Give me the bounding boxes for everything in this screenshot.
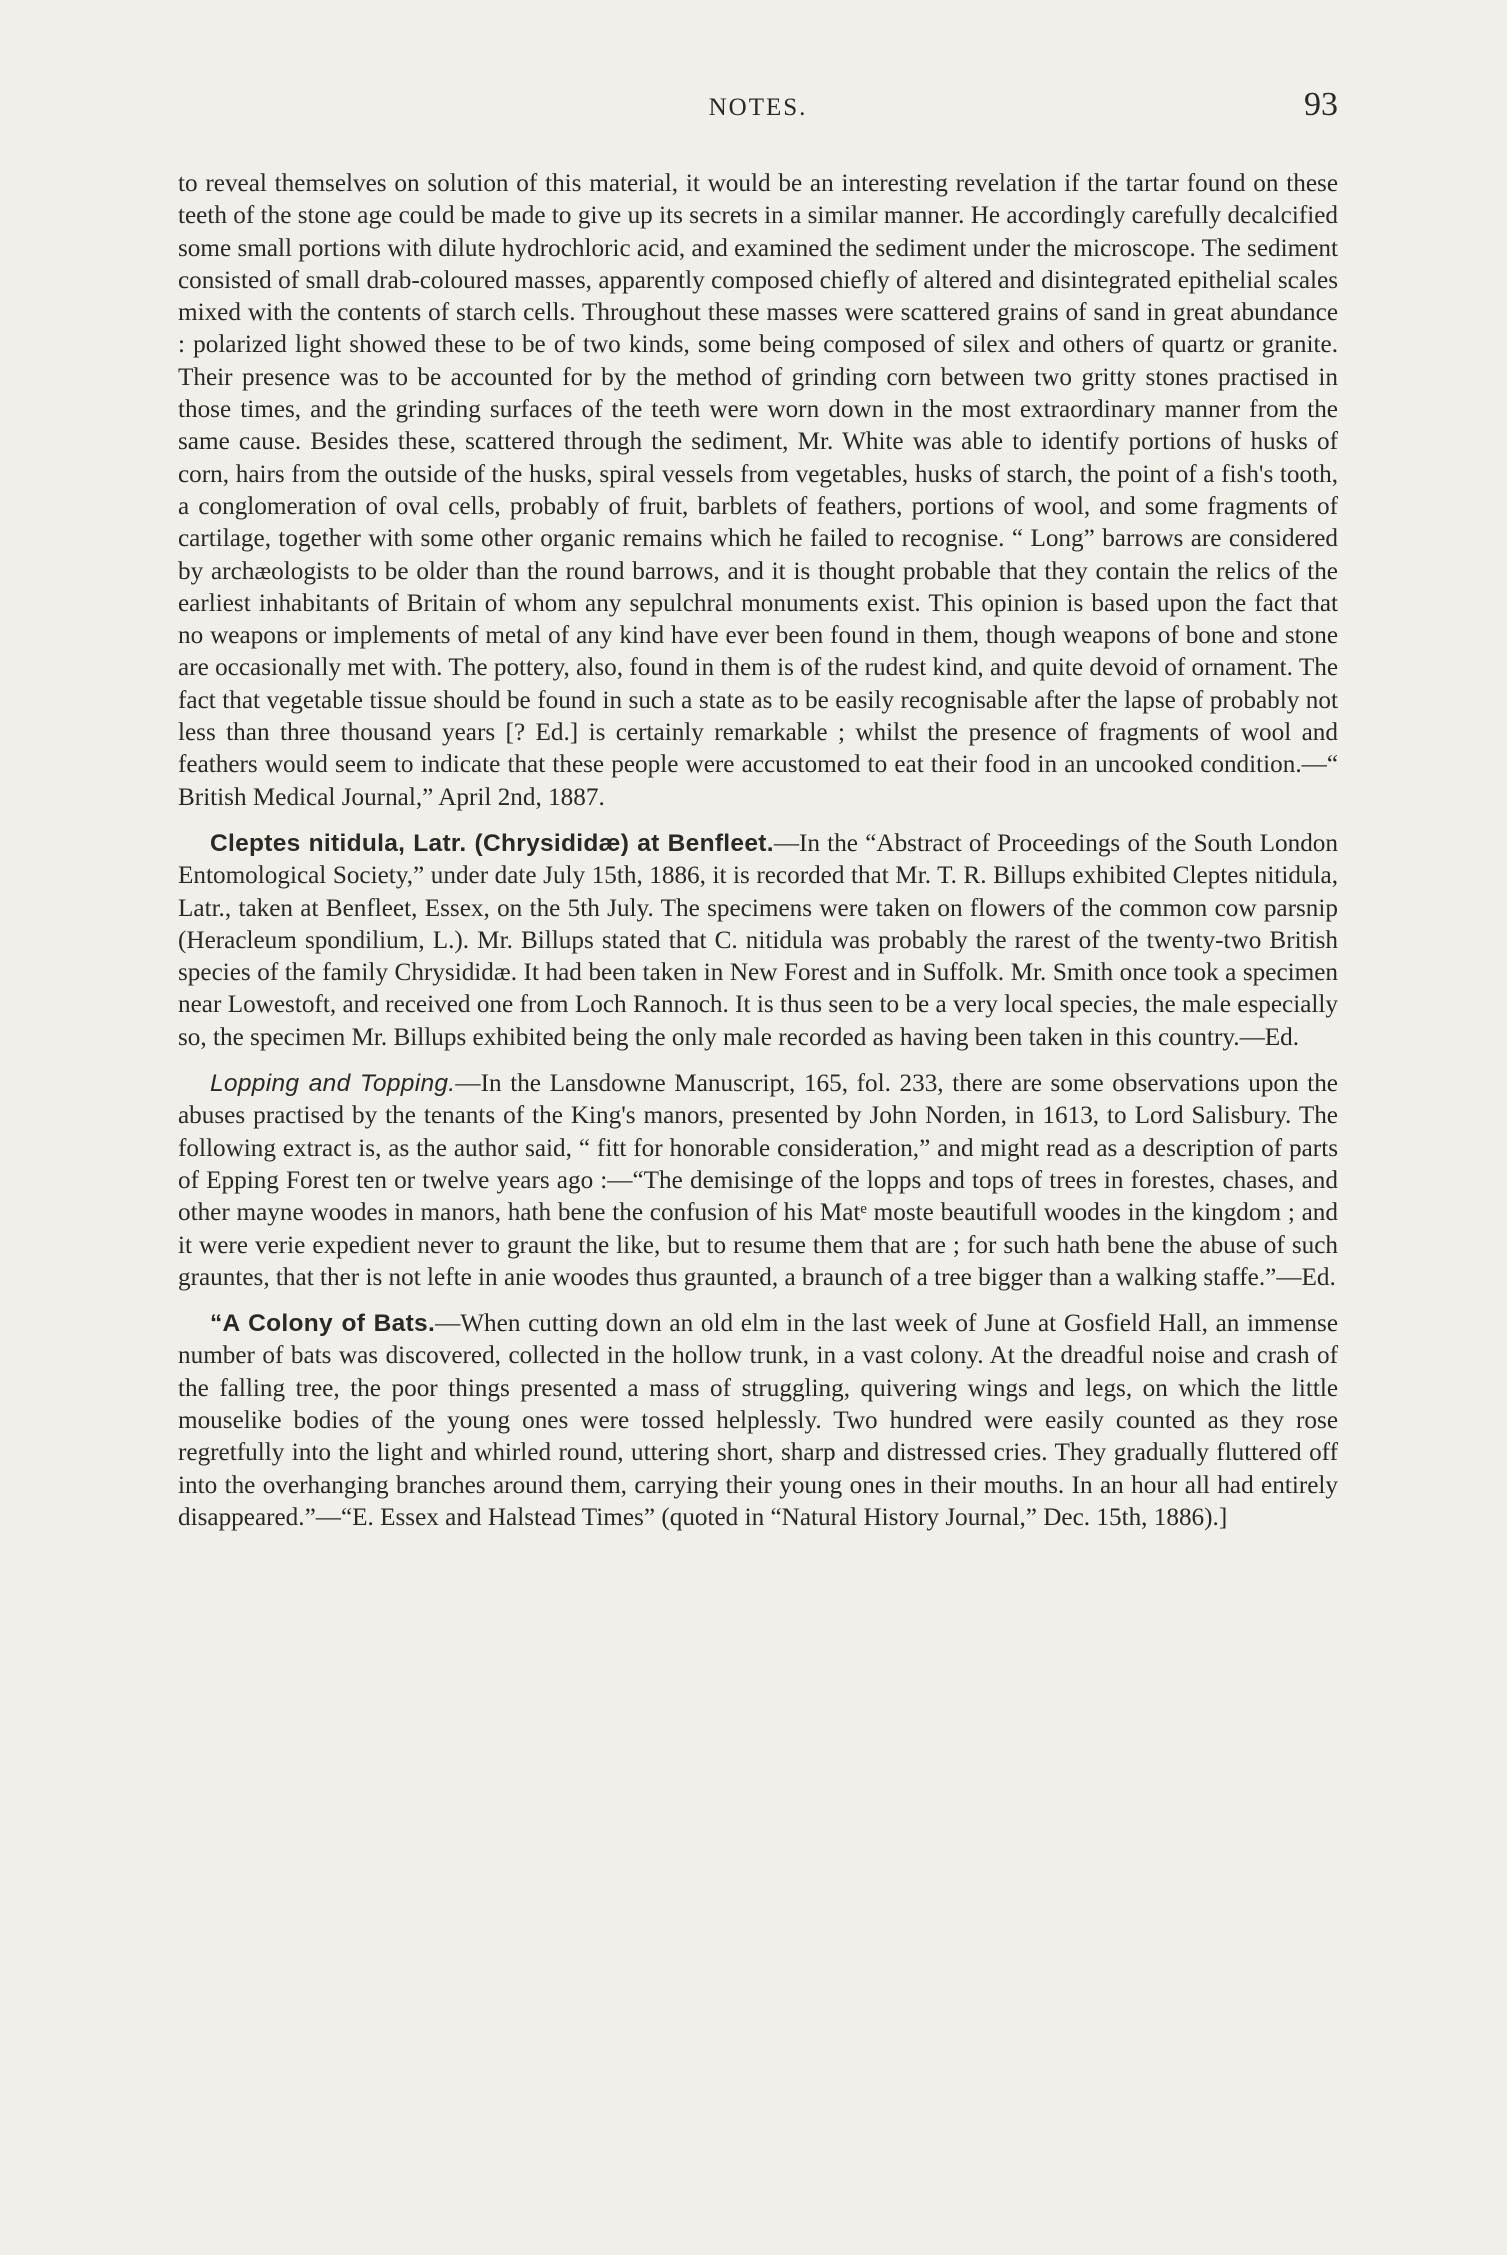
- page-number: 93: [1304, 86, 1338, 123]
- note-heading: Cleptes nitidula, Latr. (Chrysididæ) at Benfleet.: [210, 829, 774, 857]
- running-head: NOTES.: [708, 94, 808, 121]
- note-cleptes: [178, 828, 1338, 1054]
- note-heading: Lopping and Topping.: [210, 1070, 456, 1098]
- note-heading: “A Colony of Bats.: [210, 1310, 436, 1338]
- continuation-paragraph: to reveal themselves on solution of this material, it would be an interesting revelation if the tartar found on these teeth of the stone age could be made to give up its secrets in a similar manner. He accordingly carefully decalcified some small portions with dilute hydrochloric acid, and examined the sediment under the microscope. The sediment consisted of small drab-coloured masses, apparently composed chiefly of altered and disintegrated epithelial scales mixed with the contents of starch cells. Throughout these masses were scattered grains of sand in great abundance : polarized light showed these to be of two kinds, some being composed of silex and others of quartz or granite. Their presence was to be accounted for by the method of grinding corn between two gritty stones practised in those times, and the grinding surfaces of the teeth were worn down in the most extraordinary manner from the same cause. Besides these, scattered through the sediment, Mr. White was able to identify portions of husks of corn, hairs from the outside of the husks, spiral vessels from vegetables, husks of starch, the point of a fish's tooth, a conglomeration of oval cells, probably of fruit, barblets of feathers, portions of wool, and some fragments of cartilage, together with some other organic remains which he failed to recognise. “ Long” barrows are considered by archæologists to be older than the round barrows, and it is thought probable that they contain the relics of the earliest inhabitants of Britain of whom any sepulchral monuments exist. This opinion is based upon the fact that no weapons or implements of metal of any kind have ever been found in them, though weapons of bone and stone are occasionally met with. The pottery, also, found in them is of the rudest kind, and quite devoid of ornament. The fact that vegetable tissue should be found in such a state as to be easily recognisable after the lapse of probably not less than three thousand years [? Ed.] is certainly remarkable ; whilst the presence of fragments of wool and feathers would seem to indicate that these people were accustomed to eat their food in an uncooked condition.—“ British Medical Journal,” April 2nd, 1887.: [178, 170, 1338, 811]
- note-text: —When cutting down an old elm in the last week of June at Gosfield Hall, an immense number of bats was discovered, collected in the hollow trunk, in a vast colony. At the dreadful noise and crash of the falling tree, the poor things presented a mass of struggling, quivering wings and legs, on which the little mouselike bodies of the young ones were tossed helplessly. Two hundred were easily counted as they rose regretfully into the light and whirled round, uttering short, sharp and distressed cries. They gradually fluttered off into the overhanging branches around them, carrying their young ones in their mouths. In an hour all had entirely disappeared.”—“E. Essex and Halstead Times” (quoted in “Natural History Journal,” Dec. 15th, 1886).]: [178, 1310, 1338, 1531]
- note-lopping: [178, 1068, 1338, 1294]
- page-header: [178, 86, 1338, 146]
- note-text: —In the Lansdowne Manuscript, 165, fol. 233, there are some observations upon the abuses practised by the tenants of the King's manors, presented by John Norden, in 1613, to Lord Salisbury. The following extract is, as the author said, “ fitt for honorable consideration,” and might read as a description of parts of Epping Forest ten or twelve years ago :—“The demisinge of the lopps and tops of trees in forestes, chases, and other mayne woodes in manors, hath bene the confusion of his Matᵉ moste beautifull woodes in the kingdom ; and it were verie expedient never to graunt the like, but to resume them that are ; for such hath bene the abuse of such grauntes, that ther is not lefte in anie woodes thus graunted, a braunch of a tree bigger than a walking staffe.”—Ed.: [178, 1070, 1338, 1291]
- note-bats: [178, 1308, 1338, 1534]
- note-text: —In the “Abstract of Proceedings of the South London Entomological Society,” under date July 15th, 1886, it is recorded that Mr. T. R. Billups exhibited Cleptes nitidula, Latr., taken at Benfleet, Essex, on the 5th July. The specimens were taken on flowers of the common cow parsnip (Heracleum spondilium, L.). Mr. Billups stated that C. nitidula was probably the rarest of the twenty-two British species of the family Chrysididæ. It had been taken in New Forest and in Suffolk. Mr. Smith once took a specimen near Lowestoft, and received one from Loch Rannoch. It is thus seen to be a very local species, the male especially so, the specimen Mr. Billups exhibited being the only male recorded as having been taken in this country.—Ed.: [178, 829, 1338, 1051]
- page-body: [178, 168, 1338, 1534]
